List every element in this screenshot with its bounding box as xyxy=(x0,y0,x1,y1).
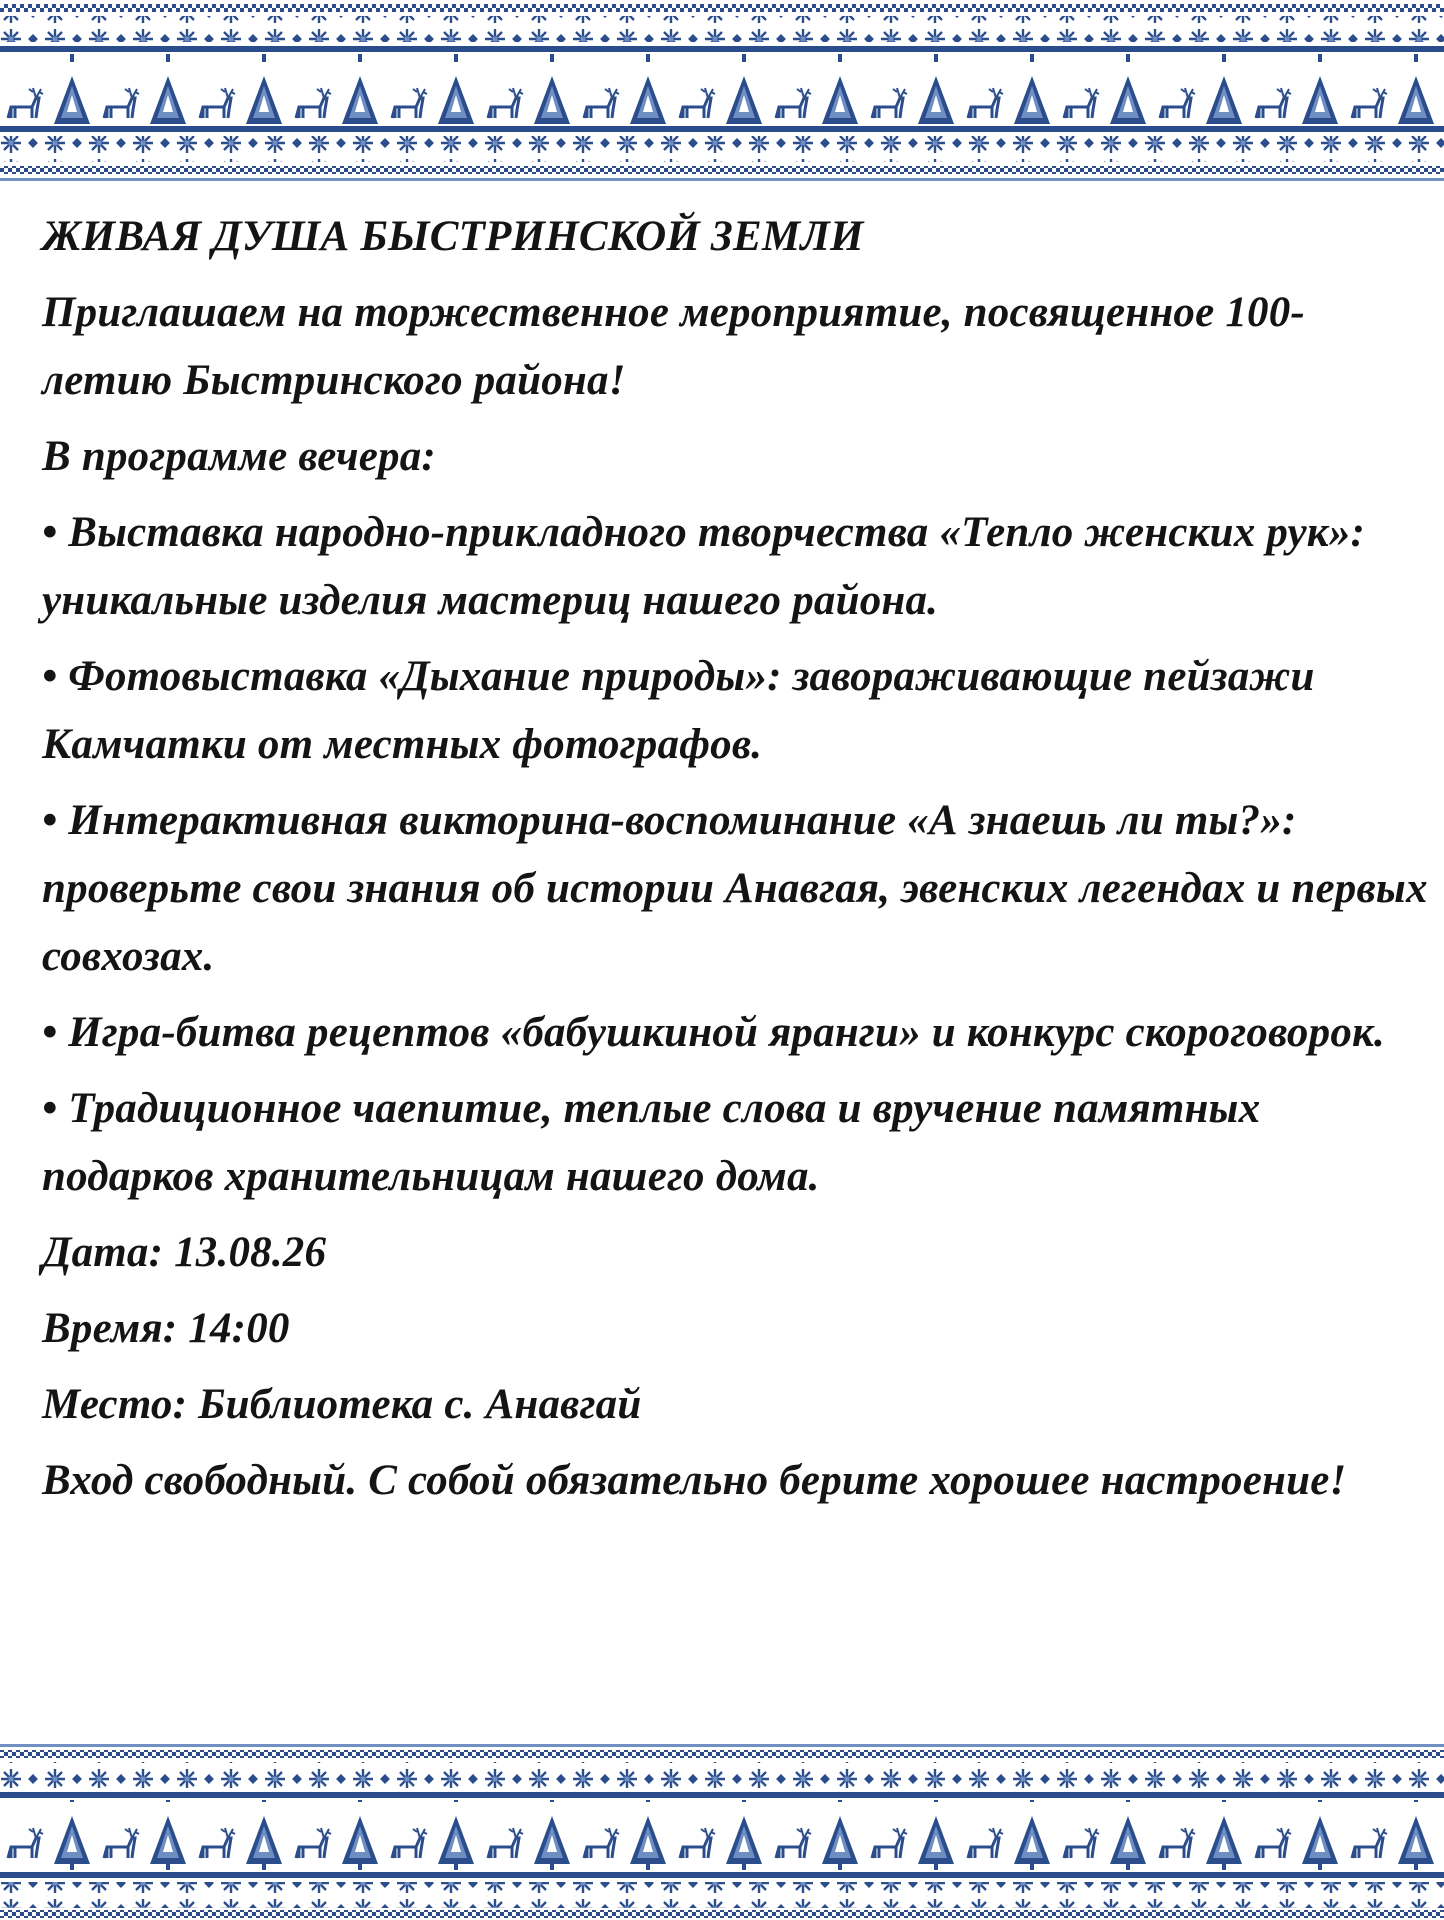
program-item-recipe-game: • Игра-битва рецептов «бабушкиной яранги» и конкурс скороговорок. xyxy=(42,1009,1385,1056)
invitation-body xyxy=(42,203,1432,1515)
event-time: Время: 14:00 xyxy=(42,1305,290,1352)
event-place: Место: Библиотека с. Анавгай xyxy=(42,1381,642,1428)
program-heading: В программе вечера: xyxy=(42,433,436,480)
ornament-border-top xyxy=(0,0,1444,190)
invitation-intro: Приглашаем на торжественное мероприятие, посвященное 100-летию Быстринского района! xyxy=(42,289,1305,404)
program-item-photo-exhibition: • Фотовыставка «Дыхание природы»: завораживающие пейзажи Камчатки от местных фотографов. xyxy=(42,653,1315,768)
closing-note: Вход свободный. С собой обязательно берите хорошее настроение! xyxy=(42,1457,1347,1504)
invitation-title: ЖИВАЯ ДУША БЫСТРИНСКОЙ ЗЕМЛИ xyxy=(42,213,864,260)
ornament-border-bottom xyxy=(0,1740,1444,1920)
program-item-tea-party: • Традиционное чаепитие, теплые слова и вручение памятных подарков хранительницам нашего дома. xyxy=(42,1085,1261,1200)
program-item-quiz: • Интерактивная викторина-воспоминание «А знаешь ли ты?»: проверьте свои знания об истории Анавгая, эвенских легендах и первых совхозах. xyxy=(42,797,1428,980)
event-date: Дата: 13.08.26 xyxy=(42,1229,327,1276)
program-item-exhibition: • Выставка народно-прикладного творчества «Тепло женских рук»: уникальные изделия мастериц нашего района. xyxy=(42,509,1365,624)
